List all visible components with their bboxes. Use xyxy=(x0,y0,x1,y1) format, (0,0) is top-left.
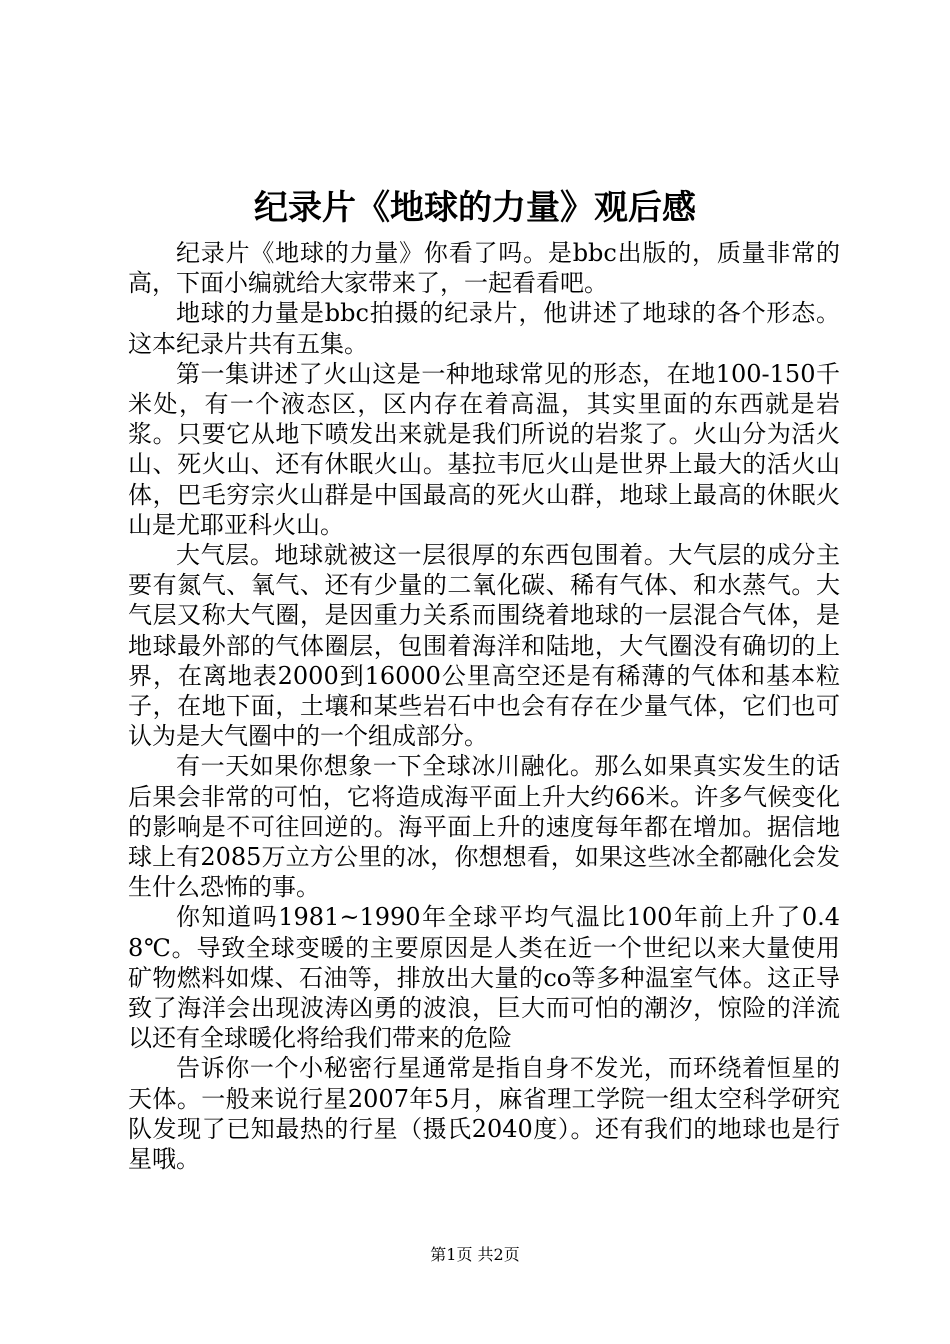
page-number-footer: 第1页 共2页 xyxy=(430,1245,520,1264)
paragraph-planet: 告诉你一个小秘密行星通常是指自身不发光，而环绕着恒星的天体。一般来说行星2007年5月，麻省理工学院一组太空科学研究队发现了已知最热的行星（摄氏2040度）。还有我们的地球也是行星哦。 xyxy=(128,1054,840,1174)
paragraph-overview: 地球的力量是bbc拍摄的纪录片，他讲述了地球的各个形态。这本纪录片共有五集。 xyxy=(128,299,840,358)
paragraph-intro: 纪录片《地球的力量》你看了吗。是bbc出版的，质量非常的高，下面小编就给大家带来了，一起看看吧。 xyxy=(128,239,840,298)
paragraph-atmosphere: 大气层。地球就被这一层很厚的东西包围着。大气层的成分主要有氮气、氧气、还有少量的二氧化碳、稀有气体、和水蒸气。大气层又称大气圈，是因重力关系而围绕着地球的一层混合气体，是地球最外部的气体圈层，包围着海洋和陆地，大气圈没有确切的上界，在离地表2000到16000公里高空还是有稀薄的气体和基本粒子，在地下面，土壤和某些岩石中也会有存在少量气体，它们也可认为是大气圈中的一个组成部分。 xyxy=(128,541,840,751)
paragraph-glacier: 有一天如果你想象一下全球冰川融化。那么如果真实发生的话后果会非常的可怕，它将造成海平面上升大约66米。许多气候变化的影响是不可往回逆的。海平面上升的速度每年都在增加。据信地球上有2085万立方公里的冰，你想想看，如果这些冰全都融化会发生什么恐怖的事。 xyxy=(128,752,840,902)
document-title: 纪录片《地球的力量》观后感 xyxy=(254,188,696,228)
document-body xyxy=(128,238,840,1174)
paragraph-warming: 你知道吗1981~1990年全球平均气温比100年前上升了0.48℃。导致全球变暖的主要原因是人类在近一个世纪以来大量使用矿物燃料如煤、石油等，排放出大量的co等多种温室气体。这正导致了海洋会出现波涛凶勇的波浪，巨大而可怕的潮汐，惊险的洋流以还有全球暖化将给我们带来的危险 xyxy=(128,903,840,1053)
paragraph-volcano: 第一集讲述了火山这是一种地球常见的形态，在地100-150千米处，有一个液态区，区内存在着高温，其实里面的东西就是岩浆。只要它从地下喷发出来就是我们所说的岩浆了。火山分为活火山、死火山、还有休眠火山。基拉韦厄火山是世界上最大的活火山体，巴毛穷宗火山群是中国最高的死火山群，地球上最高的休眠火山是尤耶亚科火山。 xyxy=(128,359,840,539)
